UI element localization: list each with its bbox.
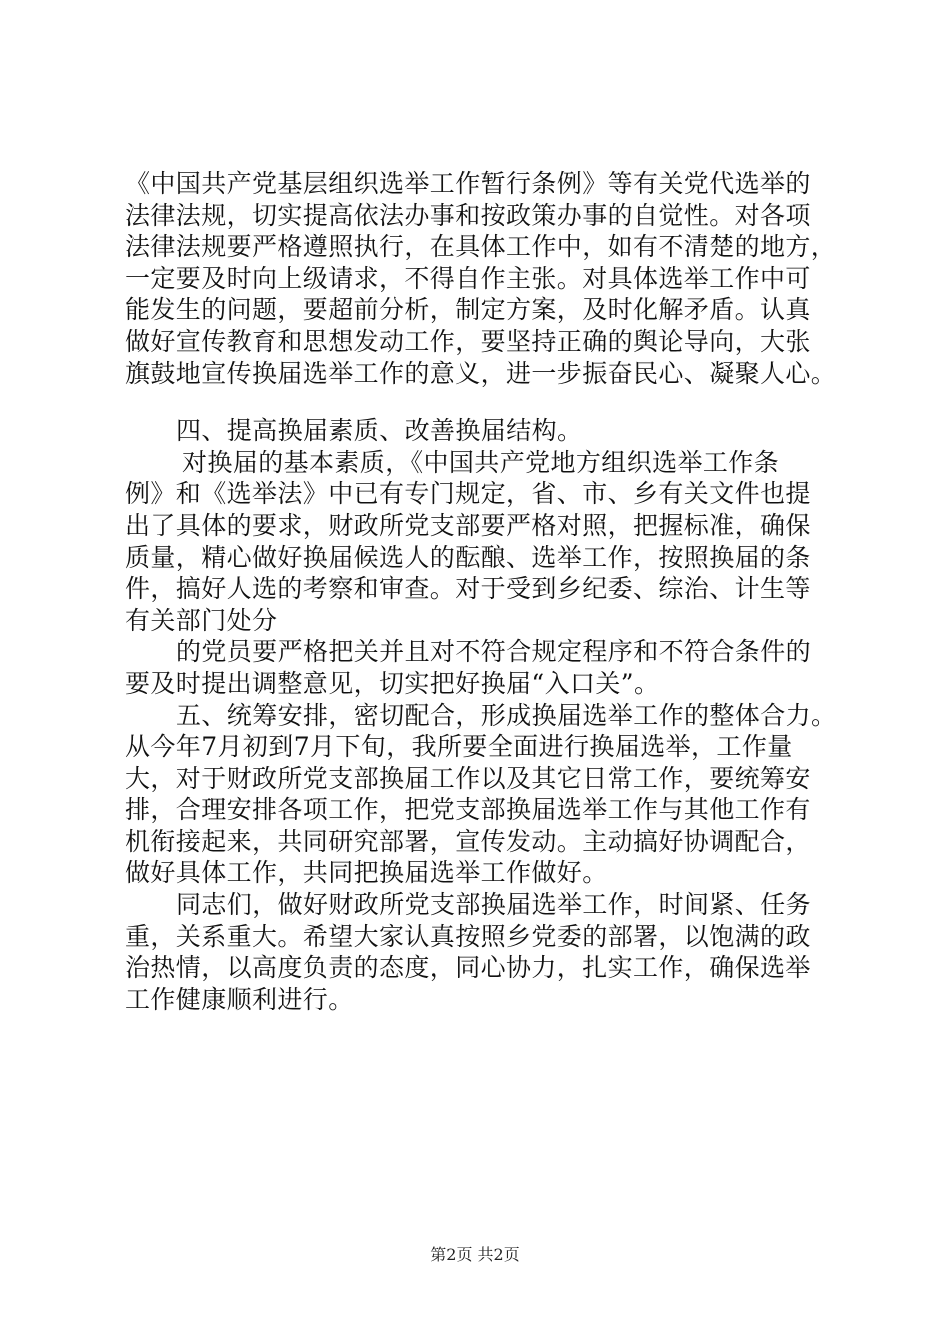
text-line: 治热情，以高度负责的态度，同心协力，扎实工作，确保选举 [125, 953, 811, 983]
paragraph-section4-screening [125, 636, 840, 699]
text-line: 的党员要严格把关并且对不符合规定程序和不符合条件的 [176, 637, 812, 667]
document-body [125, 168, 840, 1015]
text-line: 能发生的问题，要超前分析，制定方案，及时化解矛盾。认真 [125, 295, 811, 325]
text-line: 质量，精心做好换届候选人的酝酿、选举工作，按照换届的条 [125, 542, 811, 572]
text-line: 大，对于财政所党支部换届工作以及其它日常工作，要统筹安 [125, 763, 811, 793]
text-line: 例》和《选举法》中已有专门规定，省、市、乡有关文件也提 [125, 479, 811, 509]
paragraph-section4-quality [125, 447, 840, 637]
text-line: 旗鼓地宣传换届选举工作的意义，进一步振奋民心、凝聚人心。 [125, 358, 837, 388]
text-line: 重，关系重大。希望大家认真按照乡党委的部署，以饱满的政 [125, 921, 811, 951]
text-line: 出了具体的要求，财政所党支部要严格对照，把握标准，确保 [125, 510, 811, 540]
text-line: 机衔接起来，共同研究部署，宣传发动。主动搞好协调配合， [125, 826, 811, 856]
text-line: 排，合理安排各项工作，把党支部换届选举工作与其他工作有 [125, 795, 811, 825]
text-line: 有关部门处分 [125, 605, 278, 635]
text-line: 做好宣传教育和思想发动工作，要坚持正确的舆论导向，大张 [125, 326, 811, 356]
text-line: 法律法规，切实提高依法办事和按政策办事的自觉性。对各项 [125, 200, 811, 230]
text-line: 工作健康顺利进行。 [125, 984, 354, 1014]
paragraph-section5-coordination [125, 731, 840, 889]
text-line: 对换届的基本素质，《中国共产党地方组织选举工作条 [182, 447, 780, 477]
text-line: 从今年7月初到7月下旬，我所要全面进行换届选举，工作量 [125, 732, 793, 762]
text-line: 做好具体工作，共同把换届选举工作做好。 [125, 858, 608, 888]
section-heading-4: 四、提高换届素质、改善换届结构。 [176, 416, 583, 446]
text-line: 件，搞好人选的考察和审查。对于受到乡纪委、综治、计生等 [125, 574, 811, 604]
text-line: 一定要及时向上级请求，不得自作主张。对具体选举工作中可 [125, 263, 811, 293]
paragraph-legal-compliance [125, 168, 840, 389]
text-line: 同志们，做好财政所党支部换届选举工作，时间紧、任务 [176, 890, 812, 920]
text-line: 要及时提出调整意见，切实把好换届“入口关”。 [125, 668, 660, 698]
paragraph-gap [125, 389, 840, 415]
paragraph-closing [125, 889, 840, 1015]
section-heading-5: 五、统筹安排，密切配合，形成换届选举工作的整体合力。 [176, 700, 837, 730]
text-line: 法律法规要严格遵照执行，在具体工作中，如有不清楚的地方， [125, 232, 837, 262]
text-line: 《中国共产党基层组织选举工作暂行条例》等有关党代选举的 [125, 169, 811, 198]
page-number-footer: 第2页 共2页 [430, 1245, 520, 1264]
